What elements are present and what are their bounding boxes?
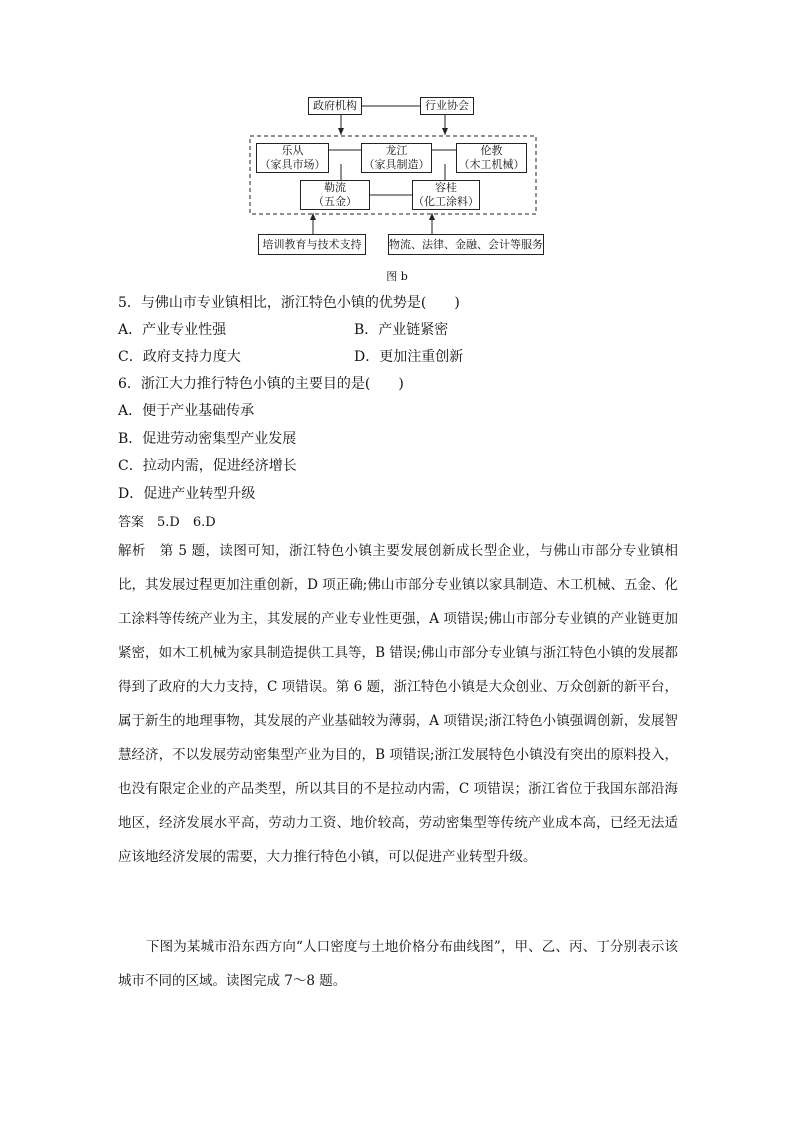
ronggui-box [412, 180, 480, 210]
analysis-paragraph: 解析 第 5 题，读图可知，浙江特色小镇主要发展创新成长型企业，与佛山市部分专业镇相比，其发展过程更加注重创新，D 项正确;佛山市部分专业镇以家具制造、木工机械、五金、化工涂料等传统产业为主，其发展的产业专业性更强，A 项错误;佛山市部分专业镇的产业链更加紧密，如木工机械为家具制造提供工具等，B 错误;佛山市部分专业镇与浙江特色小镇的发展都得到了政府的大力支持，C 项错误。第 6 题，浙江特色小镇是大众创业、万众创新的新平台，属于新生的地理事物，其发展的产业基础较为薄弱，A 项错误;浙江特色小镇强调创新，发展智慧经济，不以发展劳动密集型产业为目的，B 项错误;浙江发展特色小镇没有突出的原料投入，也没有限定企业的产品类型，所以其目的不是拉动内需，C 项错误；浙江省位于我国东部沿海地区，经济发展水平高，劳动力工资、地价较高，劳动密集型等传统产业成本高，已经无法适应该地经济发展的需要，大力推行特色小镇，可以促进产业转型升级。 [118, 543, 678, 865]
q6-option-a: A．便于产业基础传承 [118, 403, 255, 419]
q6-option-d: D．促进产业转型升级 [118, 486, 256, 502]
assoc-label: 行业协会 [425, 99, 469, 112]
longjiang-sub: （家具制造） [363, 158, 430, 171]
q5-option-a: A．产业专业性强 [118, 322, 227, 338]
answer-line: 答案 5.D 6.D [118, 515, 216, 530]
leliu-box [300, 180, 370, 210]
longjiang-name: 龙江 [385, 144, 408, 157]
longjiang-box [361, 143, 432, 173]
q6-option-b: B．促进劳动密集型产业发展 [118, 431, 297, 447]
q6-stem: 6．浙江大力推行特色小镇的主要目的是( ) [118, 376, 404, 392]
services-label: 物流、法律、金融、会计等服务 [389, 237, 543, 251]
leliu-sub: （五金） [313, 195, 357, 208]
lunjiao-sub: （木工机械） [458, 158, 525, 171]
training-label: 培训教育与技术支持 [262, 237, 362, 251]
q5-option-b: B．产业链紧密 [354, 322, 449, 338]
training-box [258, 234, 366, 255]
leliu-name: 勒流 [324, 181, 346, 194]
q5-stem: 5．与佛山市专业镇相比，浙江特色小镇的优势是( ) [118, 295, 460, 311]
figure-b [0, 0, 794, 290]
q6-option-c: C．拉动内需，促进经济增长 [118, 458, 297, 474]
lecong-name: 乐从 [281, 144, 304, 157]
lunjiao-box [456, 143, 527, 173]
lunjiao-name: 伦教 [480, 144, 503, 157]
lecong-sub: （家具市场） [259, 158, 326, 171]
assoc-box [420, 97, 474, 115]
q5-option-c: C．政府支持力度大 [118, 349, 241, 365]
gov-label: 政府机构 [313, 99, 357, 112]
lecong-box [256, 143, 329, 173]
services-box [388, 234, 544, 255]
intro-paragraph: 下图为某城市沿东西方向“人口密度与土地价格分布曲线图”，甲、乙、丙、丁分别表示该城市不同的区域。读图完成 7～8 题。 [118, 939, 678, 989]
figure-caption: 图 b [386, 270, 408, 283]
ronggui-sub: （化工涂料） [413, 195, 479, 208]
q5-option-d: D．更加注重创新 [354, 349, 464, 365]
gov-box [308, 97, 362, 115]
ronggui-name: 容桂 [435, 181, 457, 194]
